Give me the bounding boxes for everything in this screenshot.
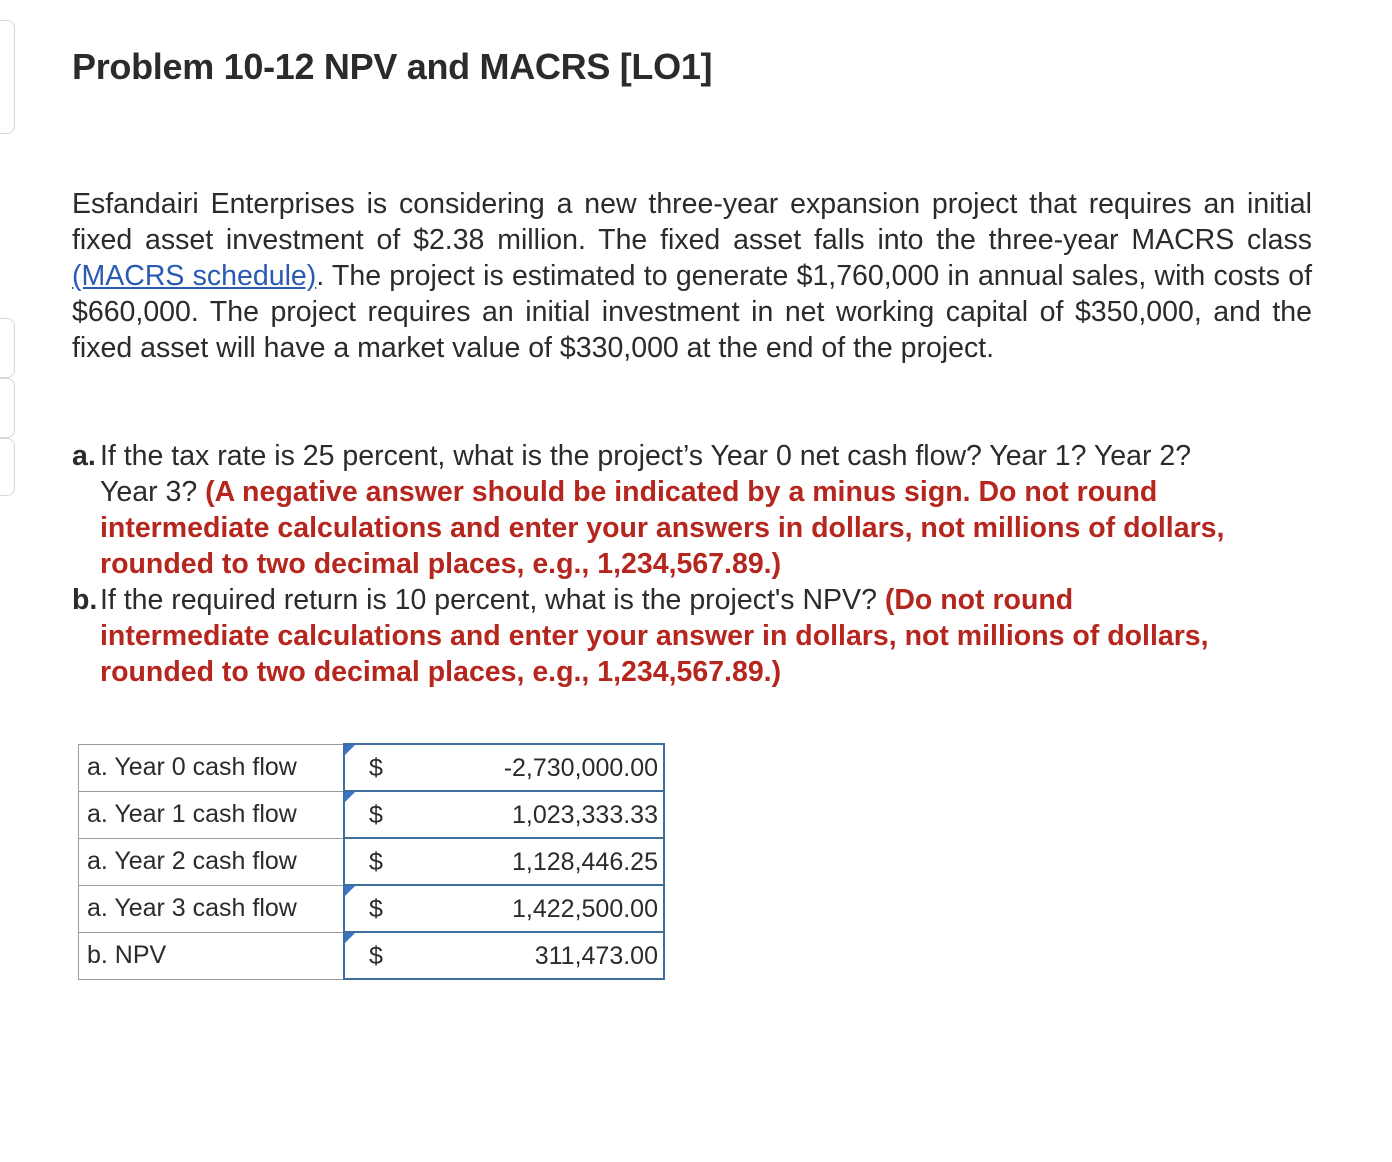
side-tab-3[interactable] — [0, 378, 15, 438]
dollar-sign: $ — [369, 801, 383, 829]
question-a-instruction-1: (A negative answer should be indicated by a minus sign. Do not round — [205, 476, 1158, 508]
dollar-sign: $ — [369, 895, 383, 923]
answer-row-year3 — [79, 885, 665, 932]
answer-input-year1[interactable] — [344, 791, 664, 838]
dollar-sign: $ — [369, 754, 383, 782]
answer-input-year0[interactable] — [344, 744, 664, 791]
answer-table — [78, 743, 665, 980]
problem-statement — [72, 186, 1312, 366]
question-a-instruction-3: rounded to two decimal places, e.g., 1,234,567.89.) — [100, 548, 782, 580]
input-flag-icon — [345, 886, 355, 896]
question-b-instruction-1: (Do not round — [884, 584, 1074, 616]
input-flag-icon — [345, 792, 355, 802]
question-a-label: a. — [72, 440, 96, 472]
answer-label: a. Year 1 cash flow — [79, 791, 345, 838]
answer-value[interactable]: 311,473.00 — [534, 942, 658, 970]
answer-value[interactable]: 1,422,500.00 — [512, 895, 658, 923]
side-tab-4[interactable] — [0, 438, 15, 496]
input-flag-icon — [345, 745, 355, 755]
answer-row-year1 — [79, 791, 665, 838]
side-tab-1[interactable] — [0, 20, 15, 134]
question-b-instruction-2: intermediate calculations and enter your answer in dollars, not millions of dollars, — [100, 620, 1209, 652]
question-b-text: If the required return is 10 percent, what is the project's NPV? — [100, 584, 885, 616]
answer-row-year2 — [79, 838, 665, 885]
question-a-instruction-2: intermediate calculations and enter your answers in dollars, not millions of dollars, — [100, 512, 1225, 544]
answer-input-year2[interactable] — [344, 838, 664, 885]
answer-value[interactable]: -2,730,000.00 — [503, 754, 658, 782]
answer-value[interactable]: 1,128,446.25 — [512, 848, 658, 876]
input-flag-icon — [345, 933, 355, 943]
answer-label: a. Year 3 cash flow — [79, 885, 345, 932]
question-a-text-2: Year 3? — [100, 476, 206, 508]
macrs-schedule-link[interactable]: (MACRS schedule) — [72, 260, 317, 292]
intro-text-start: Esfandairi Enterprises is considering a new three-year expansion project that requires an initial fixed asset investment of $2.38 million. The fixed asset falls into the three-year MACRS class — [72, 188, 1312, 256]
answer-label: a. Year 0 cash flow — [79, 744, 345, 791]
question-b-instruction-3: rounded to two decimal places, e.g., 1,234,567.89.) — [100, 656, 782, 688]
dollar-sign: $ — [369, 942, 383, 970]
intro-text-end: . The project is estimated to generate $1,760,000 in annual sales, with costs of $660,000. The project requires an initial investment in net working capital of $350,000, and the fixed asset will have a market value of $330,000 at the end of the project. — [72, 260, 1313, 364]
answer-row-year0 — [79, 744, 665, 791]
answer-row-npv — [79, 932, 665, 979]
dollar-sign: $ — [369, 848, 383, 876]
answer-input-npv[interactable] — [344, 932, 664, 979]
answer-input-year3[interactable] — [344, 885, 664, 932]
answer-label: a. Year 2 cash flow — [79, 838, 345, 885]
question-b-label: b. — [72, 584, 98, 616]
answer-value[interactable]: 1,023,333.33 — [512, 801, 658, 829]
question-a — [72, 438, 1322, 582]
question-a-text: If the tax rate is 25 percent, what is the project’s Year 0 net cash flow? Year 1? Year 2? — [100, 440, 1192, 472]
question-b — [72, 582, 1322, 690]
answer-label: b. NPV — [79, 932, 345, 979]
problem-title: Problem 10-12 NPV and MACRS [LO1] — [72, 46, 713, 87]
side-tab-2[interactable] — [0, 318, 15, 378]
